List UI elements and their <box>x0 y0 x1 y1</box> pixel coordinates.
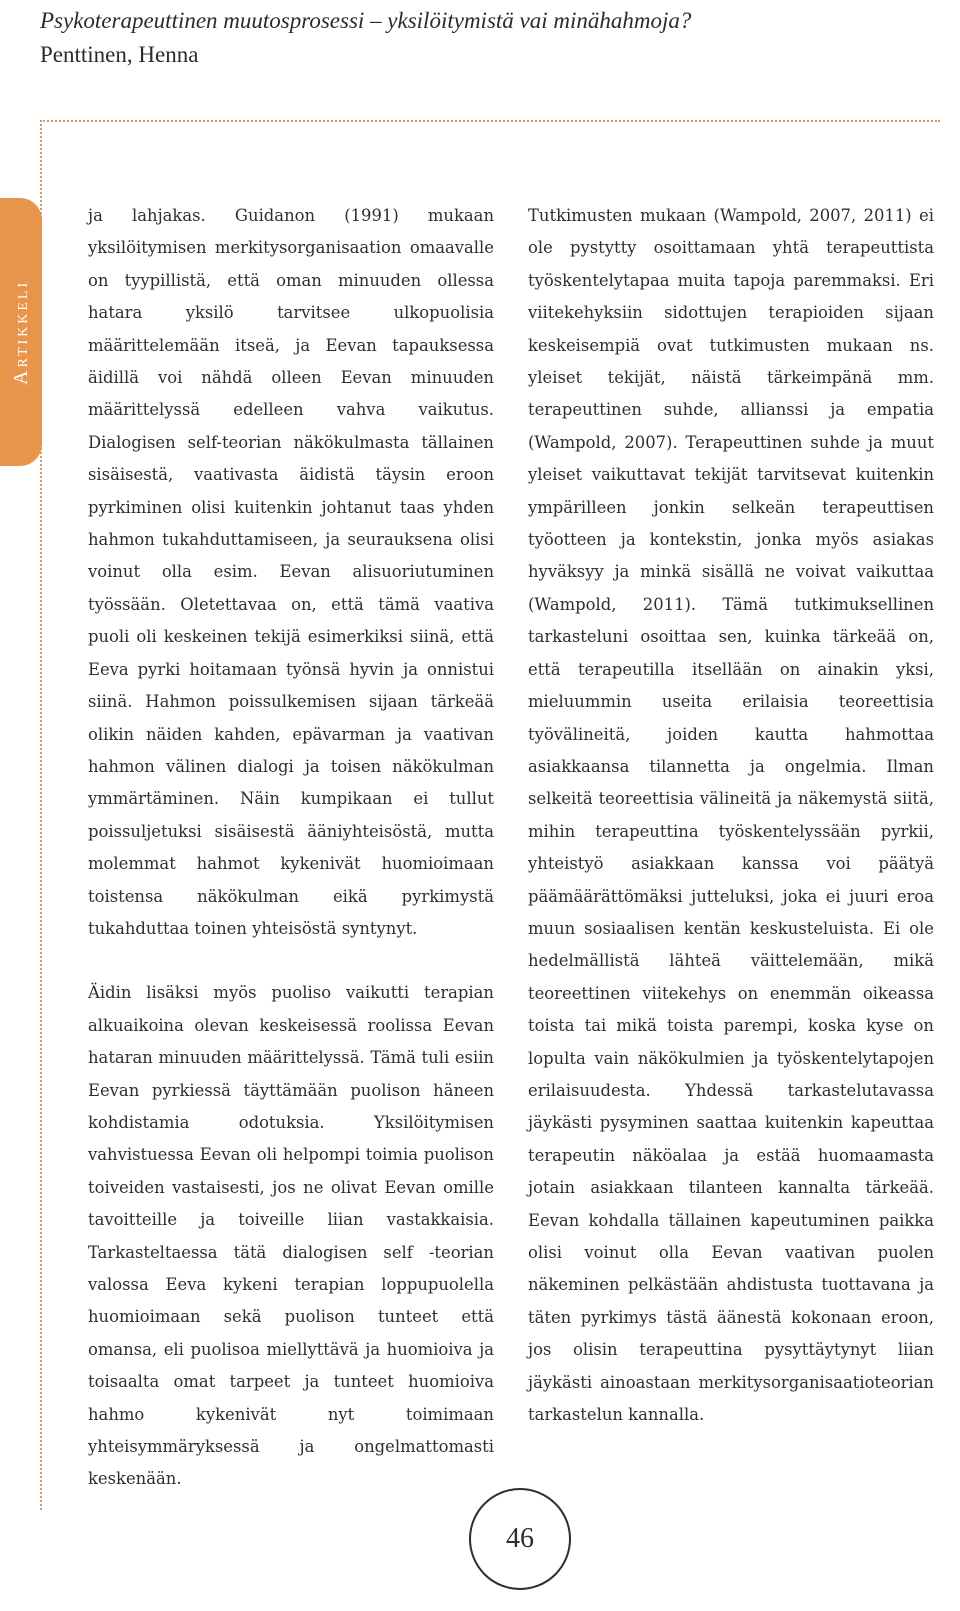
left-column <box>88 200 494 1496</box>
page-header <box>40 6 691 70</box>
paragraph: ja lahjakas. Guidanon (1991) mukaan yksilöitymisen merkitysorganisaation omaavalle on tyypillistä, että oman minuuden ollessa hatara yksilö tarvitsee ulkopuolisia määrittelemään itseä, ja Eevan tapauksessa äidillä voi nähdä olleen Eevan minuuden määrittelyssä edelleen vahva vaikutus. Dialogisen self-teorian näkökulmasta tällainen sisäisestä, vaativasta äidistä täysin eroon pyrkiminen olisi kuitenkin johtanut taas yhden hahmon tukahduttamiseen, ja seurauksena olisi voinut olla esim. Eevan alisuoriutuminen työssään. Oletettavaa on, että tämä vaativa puoli oli keskeinen tekijä esimerkiksi siinä, että Eeva pyrki hoitamaan työnsä hyvin ja onnistui siinä. Hahmon poissulkemisen sijaan tärkeää olikin näiden kahden, epävarman ja vaativan hahmon välinen dialogi ja toisen näkökulman ymmärtäminen. Näin kumpikaan ei tullut poissuljetuksi sisäisestä ääniyhteisöstä, mutta molemmat hahmot kykenivät huomioimaan toistensa näkökulman eikä pyrkimystä tukahduttaa toinen yhteisöstä syntynyt. <box>88 206 494 938</box>
running-title: Psykoterapeuttinen muutosprosessi – yksilöitymistä vai minähahmoja? <box>40 8 692 33</box>
paragraph: Äidin lisäksi myös puoliso vaikutti terapian alkuaikoina olevan keskeisessä roolissa Eevan hataran minuuden määrittelyssä. Tämä tuli esiin Eevan pyrkiessä täyttämään puolison häneen kohdistamia odotuksia. Yksilöitymisen vahvistuessa Eevan oli helpompi toimia puolison toiveiden vastaisesti, jos ne olivat Eevan omille tavoitteille ja toiveille liian vastakkaisia. Tarkasteltaessa tätä dialogisen self -teorian valossa Eeva kykeni terapian loppupuolella huomioimaan sekä puolison tunteet että omansa, eli puolisoa miellyttävä ja huomioiva ja toisaalta omat tarpeet ja tunteet huomioiva hahmo kykenivät nyt toimimaan yhteisymmäryksessä ja ongelmattomasti keskenään. <box>88 983 494 1489</box>
right-column <box>528 200 934 1431</box>
paragraph: Tutkimusten mukaan (Wampold, 2007, 2011) ei ole pystytty osoittamaan yhtä terapeuttista työskentelytapaa muita tapoja paremmaksi. Eri viitekehyksiin sidottujen terapioiden sijaan keskeisempiä ovat tutkimusten mukaan ns. yleiset tekijät, näistä tärkeimpänä mm. terapeuttinen suhde, allianssi ja empatia (Wampold, 2007). Terapeuttinen suhde ja muut yleiset vaikuttavat tekijät tarvitsevat kuitenkin ympärilleen jonkin selkeän terapeuttisen työotteen ja kontekstin, jonka myös asiakas hyväksyy ja minkä sisällä ne voivat vaikuttaa (Wampold, 2011). Tämä tutkimuksellinen tarkasteluni osoittaa sen, kuinka tärkeää on, että terapeutilla itsellään on ainakin yksi, mieluummin useita erilaisia teoreettisia työvälineitä, joiden kautta hahmottaa asiakkaansa tilannetta ja ongelmia. Ilman selkeitä teoreettisia välineitä ja näkemystä siitä, mihin terapeuttina työskentelyssään pyrkii, yhteistyö asiakkaan kanssa voi päätyä päämäärättömäksi jutteluksi, joka ei juuri eroa muun sosiaalisen kentän keskusteluista. Ei ole hedelmällistä lähteä väittelemään, mikä teoreettinen viitekehys on enemmän oikeassa toista tai mikä toista parempi, koska kyse on lopulta vain näkökulmien ja työskentelytapojen erilaisuudesta. Yhdessä tarkastelutavassa jäykästi pysyminen saattaa kuitenkin kapeuttaa terapeutin näköalaa ja estää huomaamasta jotain asiakkaan tilanteen kannalta tärkeää. Eevan kohdalla tällainen kapeutuminen paikka olisi voinut olla Eevan vaativan puolen näkeminen pelkästään ahdistusta tuottavana ja täten pyrkimys tästä äänestä kokonaan eroon, jos olisin terapeuttina pysyttäytynyt liian jäykästi ainoastaan merkitysorganisaatioteorian tarkastelun kannalla. <box>528 206 934 1425</box>
author-name: Penttinen, Henna <box>40 42 199 67</box>
page-number-circle <box>469 1488 571 1590</box>
section-tab-label: Artikkeli <box>10 279 32 385</box>
page-number: 46 <box>506 1523 534 1554</box>
dotted-border-top <box>40 120 940 122</box>
